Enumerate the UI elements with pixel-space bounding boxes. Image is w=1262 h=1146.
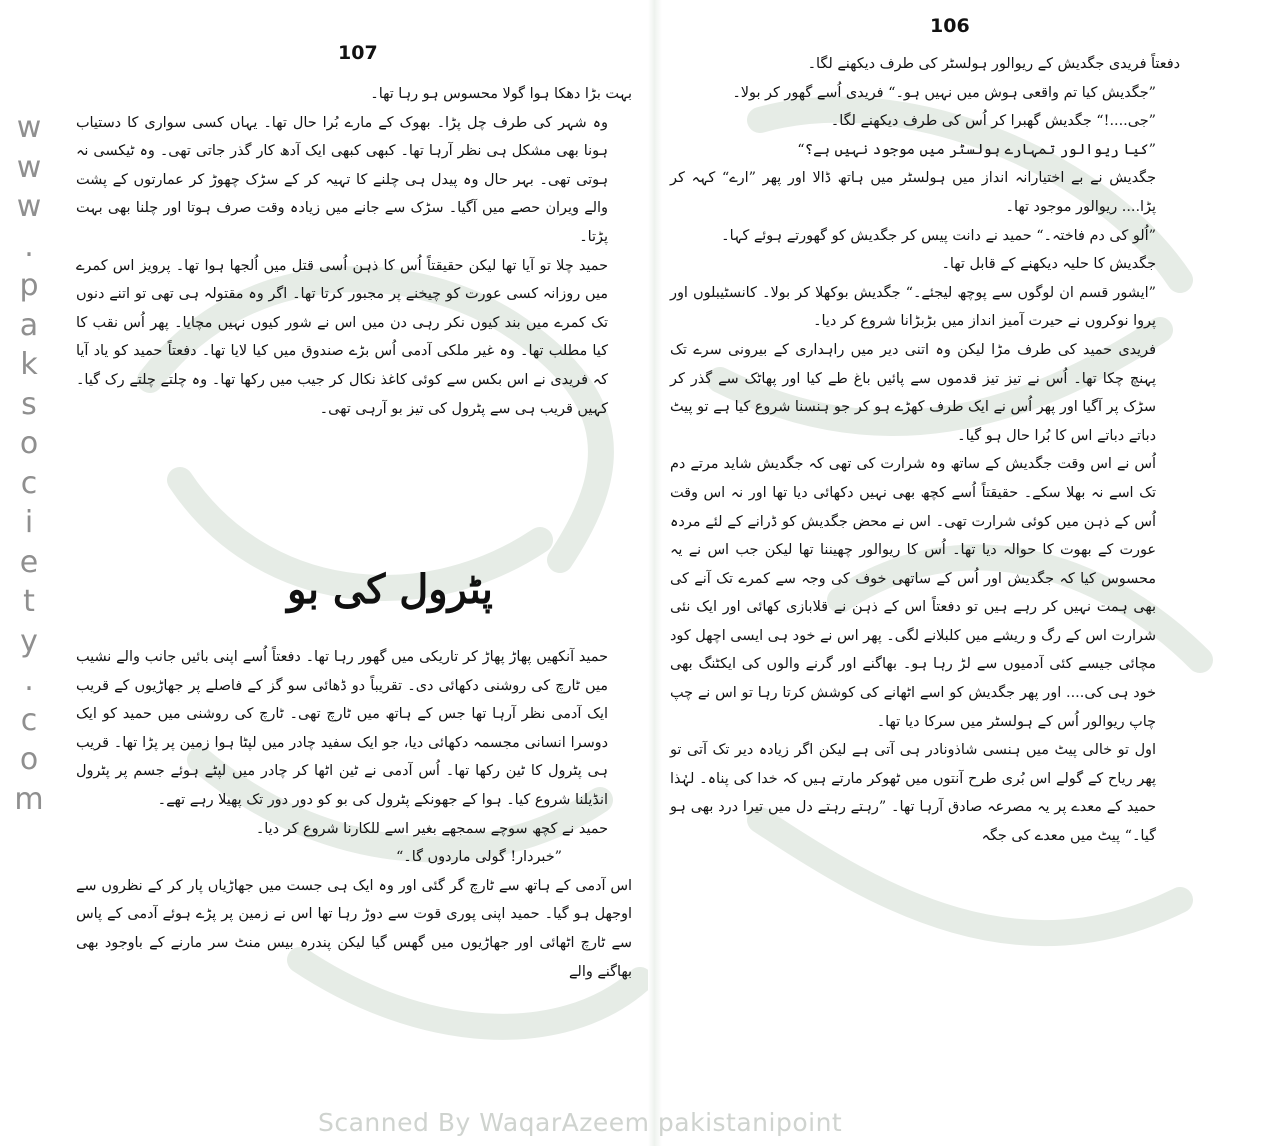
watermark-letter: s <box>21 386 37 422</box>
watermark-letter: e <box>19 544 39 580</box>
paragraph: بہت بڑا دھکا ہوا گولا محسوس ہو رہا تھا۔ <box>370 86 632 102</box>
watermark-letter: c <box>20 465 38 501</box>
watermark-letter: i <box>24 505 34 540</box>
paragraph: ”جگدیش کیا تم واقعی ہوش میں نہیں ہو۔“ فریدی اُسے گھور کر بولا۔ <box>732 84 1156 101</box>
watermark-letter: k <box>20 347 38 382</box>
watermark-letter: . <box>24 663 34 698</box>
paragraph: حمید نے کچھ سوچے سمجھے بغیر اسے للکارنا شروع کر دیا۔ <box>255 820 608 837</box>
watermark-letter: t <box>23 584 35 619</box>
site-watermark-vertical <box>8 108 50 819</box>
paragraph: وہ شہر کی طرف چل پڑا۔ بھوک کے مارے بُرا حال تھا۔ یہاں کسی سواری کا دستیاب ہونا بھی مشکل ہی نظر آرہا تھا۔ کبھی کبھی ایک آدھ کار گذر جاتی تھی۔ وہ ٹیکسی نہ ہوتی تھی۔ بہر حال وہ پیدل ہی چلنے کا تہیہ کر کے سڑک چھوڑ کر عمارتوں کے پشت والے ویران حصے میں آگیا۔ سڑک سے جانے میں زیادہ وقت صرف ہوتا اور چلنا بھی بہت پڑتا۔ <box>76 114 608 245</box>
paragraph: اُس نے اس وقت جگدیش کے ساتھ وہ شرارت کی تھی کہ جگدیش شاید مرتے دم تک اسے نہ بھلا سکے۔ حقیقتاً اُسے کچھ بھی نہیں دکھائی دیا تھا اور نہ اس وقت اُس کے ذہن میں کوئی شرارت تھی۔ اس نے محض جگدیش کو ڈرانے کے لئے مردہ عورت کے بھوت کا حوالہ دیا تھا۔ اُس کا ریوالور چھیننا تھا لیکن جب اس نے یہ محسوس کیا کہ جگدیش اور اُس کے ساتھی خوف کی وجہ سے کمرے تک آنے کی بھی ہمت نہیں کر رہے ہیں تو دفعتاً اس کے ذہن نے قلابازی کھائی اور ایک نئی شرارت اس کے رگ و ریشے میں کلبلانے لگی۔ پھر اس نے خود ہی ایسی اچھل کود مچائی جیسے کئی آدمیوں سے لڑ رہا ہو۔ بھاگنے اور گرنے والوں کی ایکٹنگ بھی خود ہی کی.... اور پھر جگدیش کو اسے اٹھانے کی کوشش کرتا رہا تو اس نے چپ چاپ ریوالور اُس کے ہولسٹر میں سرکا دیا تھا۔ <box>670 456 1156 730</box>
paragraph: جگدیش کا حلیہ دیکھنے کے قابل تھا۔ <box>941 256 1156 273</box>
chapter-title: پٹرول کی بو <box>287 566 493 613</box>
watermark-letter: w <box>16 189 42 224</box>
paragraph: فریدی حمید کی طرف مڑا لیکن وہ اتنی دیر میں راہداری کے بیرونی سرے تک پہنچ چکا تھا۔ اُس نے تیز تیز قدموں سے پائیں باغ طے کیا اور پھاٹک سے گذر کر سڑک پر آگیا اور پھر اُس نے ایک طرف کھڑے ہو کر جو ہنسنا شروع کیا ہے تو پیٹ دباتے دباتے اس کا بُرا حال ہو گیا۔ <box>670 341 1156 444</box>
paragraph: اول تو خالی پیٹ میں ہنسی شاذونادر ہی آتی ہے لیکن اگر زیادہ دیر تک آتی تو پھر ریاح کے گولے اس بُری طرح آنتوں میں ٹھوکر مارتے ہیں کہ خدا کی پناہ۔ لہٰذا حمید کے معدے پر یہ مصرعہ صادق آرہا تھا۔ ”رہتے رہتے دل میں تیرا درد بھی ہو گیا۔“ پیٹ میں معدے کی جگہ <box>670 742 1156 845</box>
paragraph: ”جی....!“ جگدیش گھبرا کر اُس کی طرف دیکھنے لگا۔ <box>830 113 1156 130</box>
page-right <box>660 0 1262 1146</box>
watermark-letter: m <box>14 781 44 817</box>
left-page-text-bottom <box>76 643 632 986</box>
paragraph: جگدیش نے بے اختیارانہ انداز میں ہولسٹر میں ہاتھ ڈالا اور پھر ”ارے“ کہہ کر پڑا.... ریوالور موجود تھا۔ <box>670 170 1156 215</box>
paragraph: دفعتاً فریدی جگدیش کے ریوالور ہولسٹر کی طرف دیکھنے لگا۔ <box>807 56 1180 72</box>
watermark-letter: w <box>16 110 42 145</box>
watermark-letter: w <box>16 149 42 185</box>
left-page-text-top <box>76 80 632 423</box>
dialogue-line: ”خبردار! گولی ماردوں گا۔“ <box>395 849 562 866</box>
watermark-letter: c <box>20 702 38 738</box>
paragraph: ”کیا ریوالور تمہارے ہولسٹر میں موجود نہیں ہے؟“ <box>797 141 1156 158</box>
paragraph: ”اُلو کی دم فاختہ۔“ حمید نے دانت پیس کر جگدیش کو گھورتے ہوئے کہا۔ <box>721 227 1156 244</box>
paragraph: اس آدمی کے ہاتھ سے ٹارچ گر گئی اور وہ ایک ہی جست میں جھاڑیاں پار کر کے نظروں سے اوجھل ہو گیا۔ حمید اپنی پوری قوت سے دوڑ رہا تھا اس نے زمین پر پڑے ہوئے آدمی کے پاس سے ٹارچ اٹھائی اور جھاڑیوں میں گھس گیا لیکن پندرہ بیس منٹ سر مارنے کے باوجود بھی بھاگنے والے <box>76 877 632 980</box>
watermark-letter: . <box>24 228 34 264</box>
page-number: 106 <box>930 15 970 37</box>
paragraph: حمید چلا تو آیا تھا لیکن حقیقتاً اُس کا ذہن اُسی قتل میں اُلجھا ہوا تھا۔ پرویز اس کمرے میں روزانہ کسی عورت کو چیخنے پر مجبور کرتا تھا۔ اگر وہ مقتولہ ہی تھی تو اتنے دنوں تک کمرے میں بند کیوں نکر رہی دن میں اس نے شور کیوں نہیں مچایا۔ پھر اُس نقب کا کیا مطلب تھا۔ وہ غیر ملکی آدمی اُس بڑے صندوق میں کیا لایا تھا۔ دفعتاً حمید کو یاد آیا کہ فریدی نے اس بکس سے کوئی کاغذ نکال کر جیب میں رکھا تھا۔ وہ چلتے چلتے رک گیا۔ کہیں قریب ہی سے پٹرول کی تیز بو آرہی تھی۔ <box>76 257 608 417</box>
watermark-letter: o <box>19 742 39 777</box>
watermark-letter: a <box>19 307 39 343</box>
page-number: 107 <box>338 42 378 64</box>
paragraph: ”ایشور قسم ان لوگوں سے پوچھ لیجئے۔“ جگدیش بوکھلا کر بولا۔ کانسٹیبلوں اور پروا نوکروں نے حیرت آمیز انداز میں بڑبڑانا شروع کر دیا۔ <box>670 284 1156 330</box>
paragraph: حمید آنکھیں پھاڑ پھاڑ کر تاریکی میں گھور رہا تھا۔ دفعتاً اُسے اپنی بائیں جانب والے نشیب میں ٹارچ کی روشنی دکھائی دی۔ تقریباً دو ڈھائی سو گز کے فاصلے پر جھاڑیوں کے قریب ایک آدمی نظر آرہا تھا جس کے ہاتھ میں ٹارچ تھی۔ ٹارچ کی روشنی میں حمید کو ایک دوسرا انسانی مجسمہ دکھائی دیا، جو ایک سفید چادر میں لپٹا ہوا زمین پر پڑا تھا۔ قریب ہی پٹرول کا ٹین رکھا تھا۔ اُس آدمی نے ٹین اٹھا کر چادر میں لپٹے ہوئے جسم پر پٹرول انڈیلنا شروع کیا۔ ہوا کے جھونکے پٹرول کی بو کو دور دور تک پھیلا رہے تھے۔ <box>76 649 608 808</box>
watermark-letter: o <box>19 426 39 461</box>
right-page-text <box>670 50 1180 851</box>
watermark-letter: p <box>19 268 39 303</box>
scanner-credit-watermark: Scanned By WaqarAzeem pakistanipoint <box>318 1108 843 1137</box>
watermark-letter: y <box>20 623 38 659</box>
